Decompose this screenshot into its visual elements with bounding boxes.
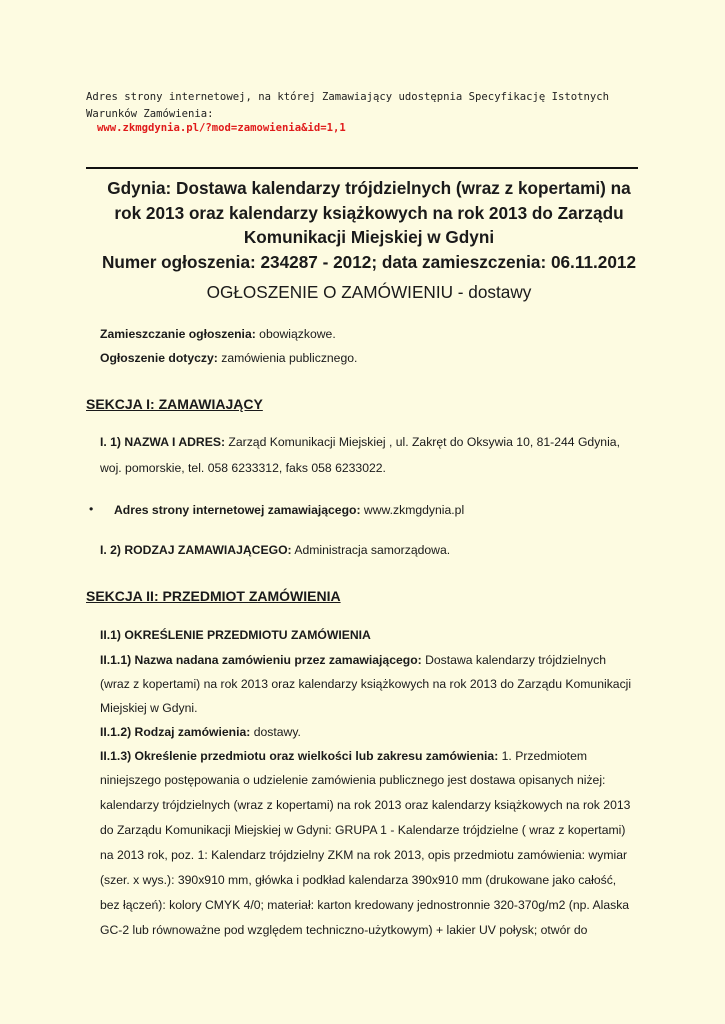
placement-label: Zamieszczanie ogłoszenia: xyxy=(100,327,256,341)
concerns-value: zamówienia publicznego. xyxy=(217,351,358,365)
order-name-line xyxy=(100,648,606,672)
scope-text-line: niniejszego postępowania o udzielenie zamówienia publicznego jest dostawa opisanych niżej: xyxy=(100,773,606,787)
horizontal-rule xyxy=(86,167,638,169)
section-heading: SEKCJA II: PRZEDMIOT ZAMÓWIENIA xyxy=(86,588,341,604)
title-line: rok 2013 oraz kalendarzy książkowych na rok 2013 do Zarządu xyxy=(114,202,624,223)
order-name-label: II.1.1) Nazwa nadana zamówieniu przez zamawiającego: xyxy=(100,653,422,667)
website-label: Adres strony internetowej zamawiającego: xyxy=(114,503,361,517)
placement-line xyxy=(100,322,336,346)
scope-text-line: do Zarządu Komunikacji Miejskiej w Gdyni: GRUPA 1 - Kalendarze trójdzielne ( wraz z kopertami) xyxy=(100,823,626,837)
subject-definition-heading: II.1) OKREŚLENIE PRZEDMIOTU ZAMÓWIENIA xyxy=(100,628,371,642)
buyer-type-line xyxy=(100,538,450,562)
name-address-label: I. 1) NAZWA I ADRES: xyxy=(100,435,226,449)
spec-note: Adres strony internetowej, na której Zamawiający udostępnia Specyfikację Istotnych Warunków Zamówienia: xyxy=(86,91,609,120)
buyer-type-label: I. 2) RODZAJ ZAMAWIAJĄCEGO: xyxy=(100,543,292,557)
order-name-value: Dostawa kalendarzy trójdzielnych xyxy=(421,653,606,667)
website-line xyxy=(114,498,464,522)
buyer-type-value: Administracja samorządowa. xyxy=(291,543,451,557)
title-line: Gdynia: Dostawa kalendarzy trójdzielnych (wraz z kopertami) na xyxy=(107,178,631,198)
name-address-value: Zarząd Komunikacji Miejskiej , ul. Zakręt do Oksywia 10, 81-244 Gdynia, xyxy=(225,435,620,449)
section-heading: SEKCJA I: ZAMAWIAJĄCY xyxy=(86,396,263,412)
name-address-line-2: woj. pomorskie, tel. 058 6233312, faks 058 6233022. xyxy=(100,461,386,475)
title-line: Komunikacji Miejskiej w Gdyni xyxy=(243,227,495,247)
order-kind-label: II.1.2) Rodzaj zamówienia: xyxy=(100,725,251,739)
website-value[interactable]: www.zkmgdynia.pl xyxy=(360,503,465,517)
scope-value: 1. Przedmiotem xyxy=(498,749,587,763)
name-address-line xyxy=(100,430,620,454)
concerns-line xyxy=(100,346,357,370)
order-name-line-3: Miejskiej w Gdyni. xyxy=(100,701,198,715)
placement-value: obowiązkowe. xyxy=(255,327,336,341)
scope-text-line: kalendarzy trójdzielnych (wraz z kopertami) na rok 2013 oraz kalendarzy książkowych na rok 2013 xyxy=(100,798,631,812)
scope-text-line: na 2013 rok, poz. 1: Kalendarz trójdzielny ZKM na rok 2013, opis przedmiotu zamówienia: wymiar xyxy=(100,848,628,862)
page-title xyxy=(86,176,652,274)
order-kind-value: dostawy. xyxy=(250,725,301,739)
scope-line xyxy=(100,744,587,768)
page-subtitle: OGŁOSZENIE O ZAMÓWIENIU - dostawy xyxy=(206,282,532,302)
announcement-number: Numer ogłoszenia: 234287 - 2012; data zamieszczenia: 06.11.2012 xyxy=(101,251,637,272)
scope-text-line: GC-2 lub równoważne pod względem techniczno-użytkowym) + lakier UV połysk; otwór do xyxy=(100,923,588,937)
spec-link[interactable]: www.zkmgdynia.pl/?mod=zamowienia&id=1,1 xyxy=(97,122,346,134)
scope-text-line: (szer. x wys.): 390x910 mm, główka i podkład kalendarza 390x910 mm (drukowane jako całość, xyxy=(100,873,617,887)
bullet-icon: • xyxy=(89,502,94,516)
order-name-line-2: (wraz z kopertami) na rok 2013 oraz kalendarzy książkowych na rok 2013 do Zarządu Komunikacji xyxy=(100,677,632,691)
scope-text-line: bez łączeń): kolory CMYK 4/0; materiał: karton kredowany jednostronnie 320-370g/m2 (np. Alaska xyxy=(100,898,630,912)
scope-label: II.1.3) Określenie przedmiotu oraz wielkości lub zakresu zamówienia: xyxy=(100,749,499,763)
order-kind-line xyxy=(100,720,301,744)
concerns-label: Ogłoszenie dotyczy: xyxy=(100,351,218,365)
